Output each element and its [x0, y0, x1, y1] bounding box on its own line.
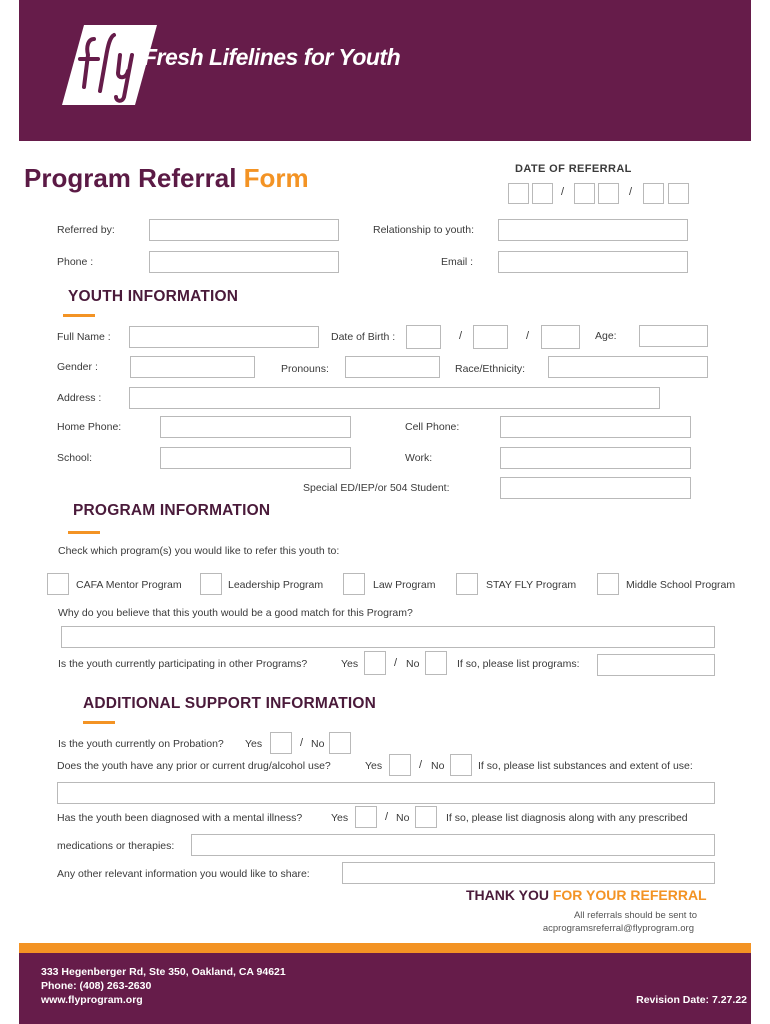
referral-month-digit-1[interactable]	[508, 183, 529, 204]
dob-label: Date of Birth :	[331, 331, 396, 343]
footer	[19, 953, 751, 1024]
dob-year-field[interactable]	[541, 325, 580, 349]
yes-no-separator: /	[300, 737, 304, 749]
program-option-cafa: CAFA Mentor Program	[76, 579, 182, 591]
medications-field[interactable]	[191, 834, 715, 856]
program-option-middle-school: Middle School Program	[626, 579, 736, 591]
list-programs-label: If so, please list programs:	[457, 658, 580, 670]
program-checkbox-stay-fly[interactable]	[456, 573, 478, 595]
cell-phone-label: Cell Phone:	[405, 421, 460, 433]
program-option-law: Law Program	[373, 579, 436, 591]
footer-website[interactable]: www.flyprogram.org	[41, 994, 143, 1006]
other-programs-yes-checkbox[interactable]	[364, 651, 386, 675]
program-instruction: Check which program(s) you would like to refer this youth to:	[58, 545, 340, 557]
mental-no-checkbox[interactable]	[415, 806, 437, 828]
race-label: Race/Ethnicity:	[455, 363, 526, 375]
referrer-email-field[interactable]	[498, 251, 688, 273]
referral-day-digit-1[interactable]	[574, 183, 595, 204]
referred-by-field[interactable]	[149, 219, 339, 241]
other-info-label: Any other relevant information you would like to share:	[57, 868, 310, 880]
date-separator: /	[526, 330, 530, 342]
probation-yes-label: Yes	[245, 738, 263, 750]
date-separator: /	[459, 330, 463, 342]
referrer-phone-field[interactable]	[149, 251, 339, 273]
dob-day-field[interactable]	[473, 325, 508, 349]
yes-no-separator: /	[419, 759, 423, 771]
list-programs-field[interactable]	[597, 654, 715, 676]
why-field[interactable]	[61, 626, 715, 648]
thanks-accent: FOR YOUR REFERRAL	[552, 887, 707, 903]
referral-email[interactable]: acprogramsreferral@flyprogram.org	[542, 923, 694, 934]
program-option-stay-fly: STAY FLY Program	[486, 579, 577, 591]
drug-yes-label: Yes	[365, 760, 383, 772]
footer-revision: Revision Date: 7.27.22	[636, 994, 747, 1006]
page-title	[24, 163, 309, 194]
home-phone-field[interactable]	[160, 416, 351, 438]
section-underline	[68, 531, 100, 534]
drug-no-label: No	[431, 760, 445, 772]
pronouns-label: Pronouns:	[281, 363, 329, 375]
school-field[interactable]	[160, 447, 351, 469]
sent-to-line: All referrals should be sent to	[573, 910, 697, 921]
yes-no-separator: /	[385, 811, 389, 823]
footer-phone: Phone: (408) 263-2630	[41, 980, 152, 992]
footer-address: 333 Hegenberger Rd, Ste 350, Oakland, CA 94621	[41, 966, 286, 978]
youth-info-heading: YOUTH INFORMATION	[68, 288, 239, 305]
address-label: Address :	[57, 392, 102, 404]
drug-details-field[interactable]	[57, 782, 715, 804]
school-label: School:	[57, 452, 93, 464]
section-underline	[83, 721, 115, 724]
program-checkbox-leadership[interactable]	[200, 573, 222, 595]
probation-yes-checkbox[interactable]	[270, 732, 292, 754]
other-programs-yes-label: Yes	[341, 658, 359, 670]
referral-month-digit-2[interactable]	[532, 183, 553, 204]
yes-no-separator: /	[394, 657, 398, 669]
home-phone-label: Home Phone:	[57, 421, 122, 433]
program-checkbox-law[interactable]	[343, 573, 365, 595]
age-label: Age:	[595, 330, 617, 342]
other-programs-no-checkbox[interactable]	[425, 651, 447, 675]
program-checkbox-middle-school[interactable]	[597, 573, 619, 595]
other-programs-label: Is the youth currently participating in other Programs?	[58, 658, 308, 670]
mental-yes-label: Yes	[331, 812, 349, 824]
probation-no-checkbox[interactable]	[329, 732, 351, 754]
date-separator: /	[629, 186, 633, 198]
special-ed-label: Special ED/IEP/or 504 Student:	[303, 482, 450, 494]
drug-label: Does the youth have any prior or current drug/alcohol use?	[57, 760, 331, 772]
medications-label: medications or therapies:	[57, 840, 175, 852]
gender-label: Gender :	[57, 361, 98, 373]
work-label: Work:	[405, 452, 433, 464]
referrer-email-label: Email :	[441, 256, 474, 268]
title-main: Program Referral	[24, 163, 237, 193]
why-label: Why do you believe that this youth would be a good match for this Program?	[58, 607, 413, 619]
pronouns-field[interactable]	[345, 356, 440, 378]
referrer-phone-label: Phone :	[57, 256, 94, 268]
probation-no-label: No	[311, 738, 325, 750]
full-name-field[interactable]	[129, 326, 319, 348]
dob-month-field[interactable]	[406, 325, 441, 349]
thanks-main: THANK YOU	[466, 887, 549, 903]
section-underline	[63, 314, 95, 317]
referral-year-digit-2[interactable]	[668, 183, 689, 204]
mental-label: Has the youth been diagnosed with a mental illness?	[57, 812, 303, 824]
mental-yes-checkbox[interactable]	[355, 806, 377, 828]
thank-you-heading	[466, 887, 707, 903]
full-name-label: Full Name :	[57, 331, 111, 343]
other-programs-no-label: No	[406, 658, 420, 670]
referred-by-label: Referred by:	[57, 224, 115, 236]
cell-phone-field[interactable]	[500, 416, 691, 438]
mental-followup-label: If so, please list diagnosis along with any prescribed	[446, 812, 688, 824]
race-field[interactable]	[548, 356, 708, 378]
address-field[interactable]	[129, 387, 660, 409]
program-option-leadership: Leadership Program	[228, 579, 324, 591]
special-ed-field[interactable]	[500, 477, 691, 499]
mental-no-label: No	[396, 812, 410, 824]
referral-year-digit-1[interactable]	[643, 183, 664, 204]
gender-field[interactable]	[130, 356, 255, 378]
other-info-field[interactable]	[342, 862, 715, 884]
age-field[interactable]	[639, 325, 708, 347]
date-of-referral-label: DATE OF REFERRAL	[515, 163, 632, 175]
footer-accent-bar	[19, 943, 751, 953]
program-checkbox-cafa[interactable]	[47, 573, 69, 595]
org-name: Fresh Lifelines for Youth	[143, 44, 401, 70]
drug-no-checkbox[interactable]	[450, 754, 472, 776]
referral-day-digit-2[interactable]	[598, 183, 619, 204]
relationship-field[interactable]	[498, 219, 688, 241]
program-info-heading: PROGRAM INFORMATION	[73, 502, 271, 519]
date-separator: /	[561, 186, 565, 198]
title-accent: Form	[243, 163, 309, 193]
probation-label: Is the youth currently on Probation?	[58, 738, 224, 750]
work-field[interactable]	[500, 447, 691, 469]
drug-followup-label: If so, please list substances and extent of use:	[478, 760, 693, 772]
header-banner	[19, 0, 751, 141]
drug-yes-checkbox[interactable]	[389, 754, 411, 776]
support-heading: ADDITIONAL SUPPORT INFORMATION	[83, 695, 377, 712]
relationship-label: Relationship to youth:	[373, 224, 474, 236]
